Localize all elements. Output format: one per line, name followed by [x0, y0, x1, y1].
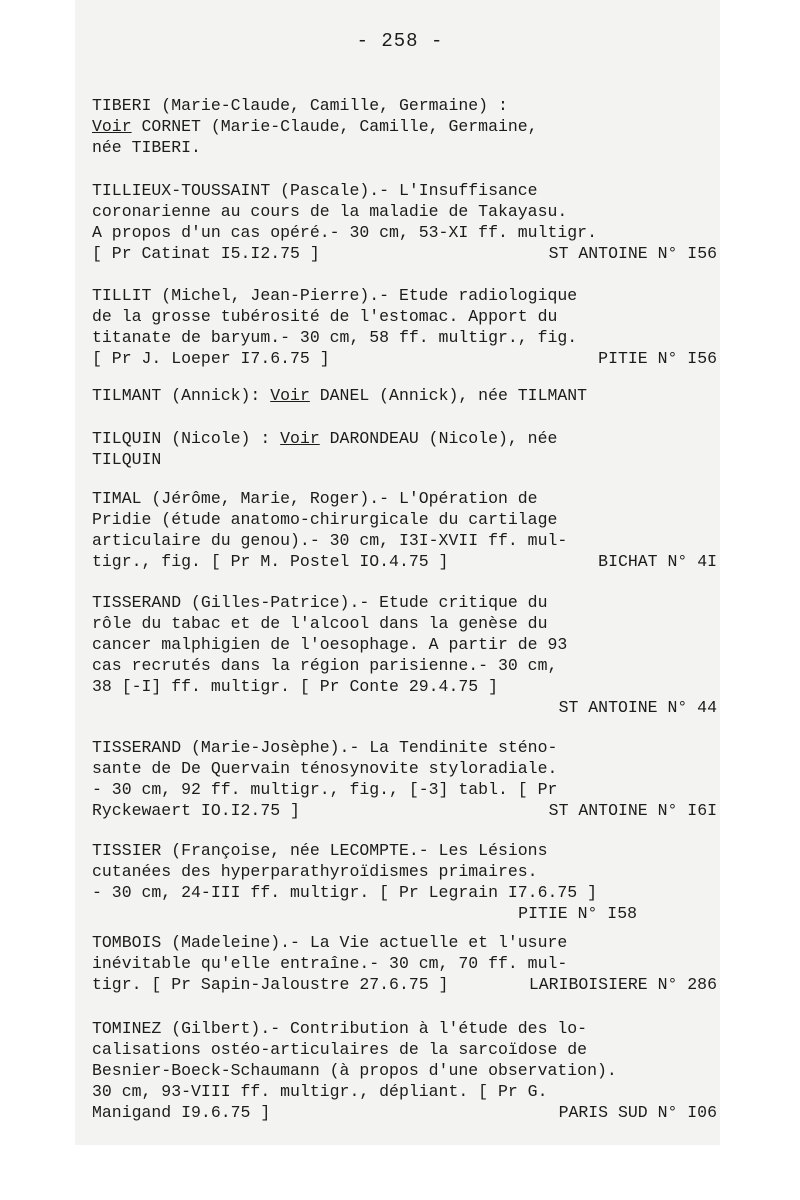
entry-line [92, 1039, 717, 1060]
bibliography-entry [92, 592, 717, 718]
bibliography-entry [92, 840, 717, 924]
entry-text: rôle du tabac et de l'alcool dans la genèse du [92, 614, 548, 633]
entry-text: 30 cm, 93-VIII ff. multigr., dépliant. [ Pr G. [92, 1082, 548, 1101]
entry-text: tigr., fig. [ Pr M. Postel IO.4.75 ] [92, 552, 449, 571]
entry-line [92, 655, 717, 676]
entry-line [92, 861, 717, 882]
entry-text: Manigand I9.6.75 ] [92, 1103, 271, 1122]
entry-text: calisations ostéo-articulaires de la sarcoïdose de [92, 1040, 588, 1059]
entry-text: TOMBOIS (Madeleine).- La Vie actuelle et l'usure [92, 933, 568, 952]
bibliography-entry [92, 285, 717, 369]
entry-text: 38 [-I] ff. multigr. [ Pr Conte 29.4.75 ] [92, 677, 498, 696]
entry-text: TILQUIN (Nicole) : [92, 429, 281, 448]
entry-line [92, 116, 717, 137]
library-shelfmark: BICHAT N° 4I [598, 552, 717, 571]
entry-text: - 30 cm, 24-III ff. multigr. [ Pr Legrain I7.6.75 ] [92, 883, 597, 902]
entry-line [92, 634, 717, 655]
entry-line [92, 758, 717, 779]
entry-line [92, 551, 717, 572]
entry-line [92, 953, 717, 974]
entry-line [92, 222, 717, 243]
entry-line [92, 137, 717, 158]
entry-text: tigr. [ Pr Sapin-Jaloustre 27.6.75 ] [92, 975, 449, 994]
entry-text: cancer malphigien de l'oesophage. A partir de 93 [92, 635, 568, 654]
entry-line [92, 201, 717, 222]
entry-line [92, 737, 717, 758]
bibliography-entry [92, 95, 717, 158]
entry-line [92, 932, 717, 953]
entry-line [92, 428, 717, 449]
entry-line [92, 697, 717, 718]
entry-line [92, 882, 717, 903]
entry-text: Ryckewaert IO.I2.75 ] [92, 801, 300, 820]
entry-line [92, 1018, 717, 1039]
entry-text: de la grosse tubérosité de l'estomac. Apport du [92, 307, 558, 326]
library-shelfmark: PITIE N° I56 [598, 349, 717, 368]
entry-text: TISSERAND (Marie-Josèphe).- La Tendinite sténo- [92, 738, 558, 757]
entry-text: sante de De Quervain ténosynovite styloradiale. [92, 759, 558, 778]
entry-text: coronarienne au cours de la maladie de Takayasu. [92, 202, 568, 221]
bibliography-entry [92, 488, 717, 572]
entry-line [92, 243, 717, 264]
entry-text: TIBERI (Marie-Claude, Camille, Germaine) : [92, 96, 508, 115]
library-shelfmark: LARIBOISIERE N° 286 [528, 975, 717, 994]
entry-line [92, 592, 717, 613]
entry-text: TILLIT (Michel, Jean-Pierre).- Etude radiologique [92, 286, 578, 305]
entry-line [92, 180, 717, 201]
entry-text: DANEL (Annick), née TILMANT [309, 386, 588, 405]
entry-text: [ Pr Catinat I5.I2.75 ] [92, 244, 320, 263]
entry-line [92, 1102, 717, 1123]
entry-text: articulaire du genou).- 30 cm, I3I-XVII ff. mul- [92, 531, 568, 550]
entry-line [92, 449, 717, 470]
entry-line [92, 613, 717, 634]
entry-line [92, 509, 717, 530]
library-shelfmark: PARIS SUD N° I06 [558, 1103, 717, 1122]
bibliography-entry [92, 737, 717, 821]
entry-text: cas recrutés dans la région parisienne.- 30 cm, [92, 656, 558, 675]
entry-text: Besnier-Boeck-Schaumann (à propos d'une observation). [92, 1061, 617, 1080]
entry-text: née TIBERI. [92, 138, 201, 157]
entry-line [92, 385, 717, 406]
entry-line [92, 676, 717, 697]
entry-line [92, 800, 717, 821]
entry-line [92, 840, 717, 861]
bibliography-entry [92, 1018, 717, 1123]
entry-line [92, 488, 717, 509]
library-shelfmark: ST ANTOINE N° 44 [558, 698, 717, 717]
entry-line [92, 779, 717, 800]
entry-text: TILMANT (Annick): [92, 386, 271, 405]
entry-line [92, 95, 717, 116]
voir-cross-reference: Voir [280, 429, 320, 448]
entry-text: TOMINEZ (Gilbert).- Contribution à l'étude des lo- [92, 1019, 588, 1038]
entry-line [92, 327, 717, 348]
entry-text: DARONDEAU (Nicole), née [319, 429, 558, 448]
voir-cross-reference: Voir [92, 117, 132, 136]
entry-text: cutanées des hyperparathyroïdismes primaires. [92, 862, 538, 881]
bibliography-entry [92, 385, 717, 406]
bibliography-entry [92, 428, 717, 470]
entry-line [92, 903, 717, 924]
entry-line [92, 1060, 717, 1081]
page-number: - 258 - [356, 30, 444, 52]
library-shelfmark: ST ANTOINE N° I56 [548, 244, 717, 263]
entry-text: Pridie (étude anatomo-chirurgicale du cartilage [92, 510, 558, 529]
entry-text: TIMAL (Jérôme, Marie, Roger).- L'Opération de [92, 489, 538, 508]
entry-line [92, 306, 717, 327]
entry-text: CORNET (Marie-Claude, Camille, Germaine, [131, 117, 538, 136]
entry-line [92, 1081, 717, 1102]
library-shelfmark: PITIE N° I58 [518, 904, 637, 923]
entry-line [92, 530, 717, 551]
entry-text: TISSERAND (Gilles-Patrice).- Etude critique du [92, 593, 548, 612]
entry-text: inévitable qu'elle entraîne.- 30 cm, 70 ff. mul- [92, 954, 568, 973]
entry-line [92, 974, 717, 995]
entry-line [92, 285, 717, 306]
entry-text: TILLIEUX-TOUSSAINT (Pascale).- L'Insuffisance [92, 181, 538, 200]
entry-text: [ Pr J. Loeper I7.6.75 ] [92, 349, 330, 368]
entry-text: A propos d'un cas opéré.- 30 cm, 53-XI ff. multigr. [92, 223, 597, 242]
entry-line [92, 348, 717, 369]
voir-cross-reference: Voir [270, 386, 310, 405]
bibliography-entry [92, 180, 717, 264]
entry-text: titanate de baryum.- 30 cm, 58 ff. multigr., fig. [92, 328, 578, 347]
entry-text: - 30 cm, 92 ff. multigr., fig., [-3] tabl. [ Pr [92, 780, 558, 799]
bibliography-entry [92, 932, 717, 995]
entry-text: TISSIER (Françoise, née LECOMPTE.- Les Lésions [92, 841, 548, 860]
entry-text: TILQUIN [92, 450, 162, 469]
library-shelfmark: ST ANTOINE N° I6I [548, 801, 717, 820]
